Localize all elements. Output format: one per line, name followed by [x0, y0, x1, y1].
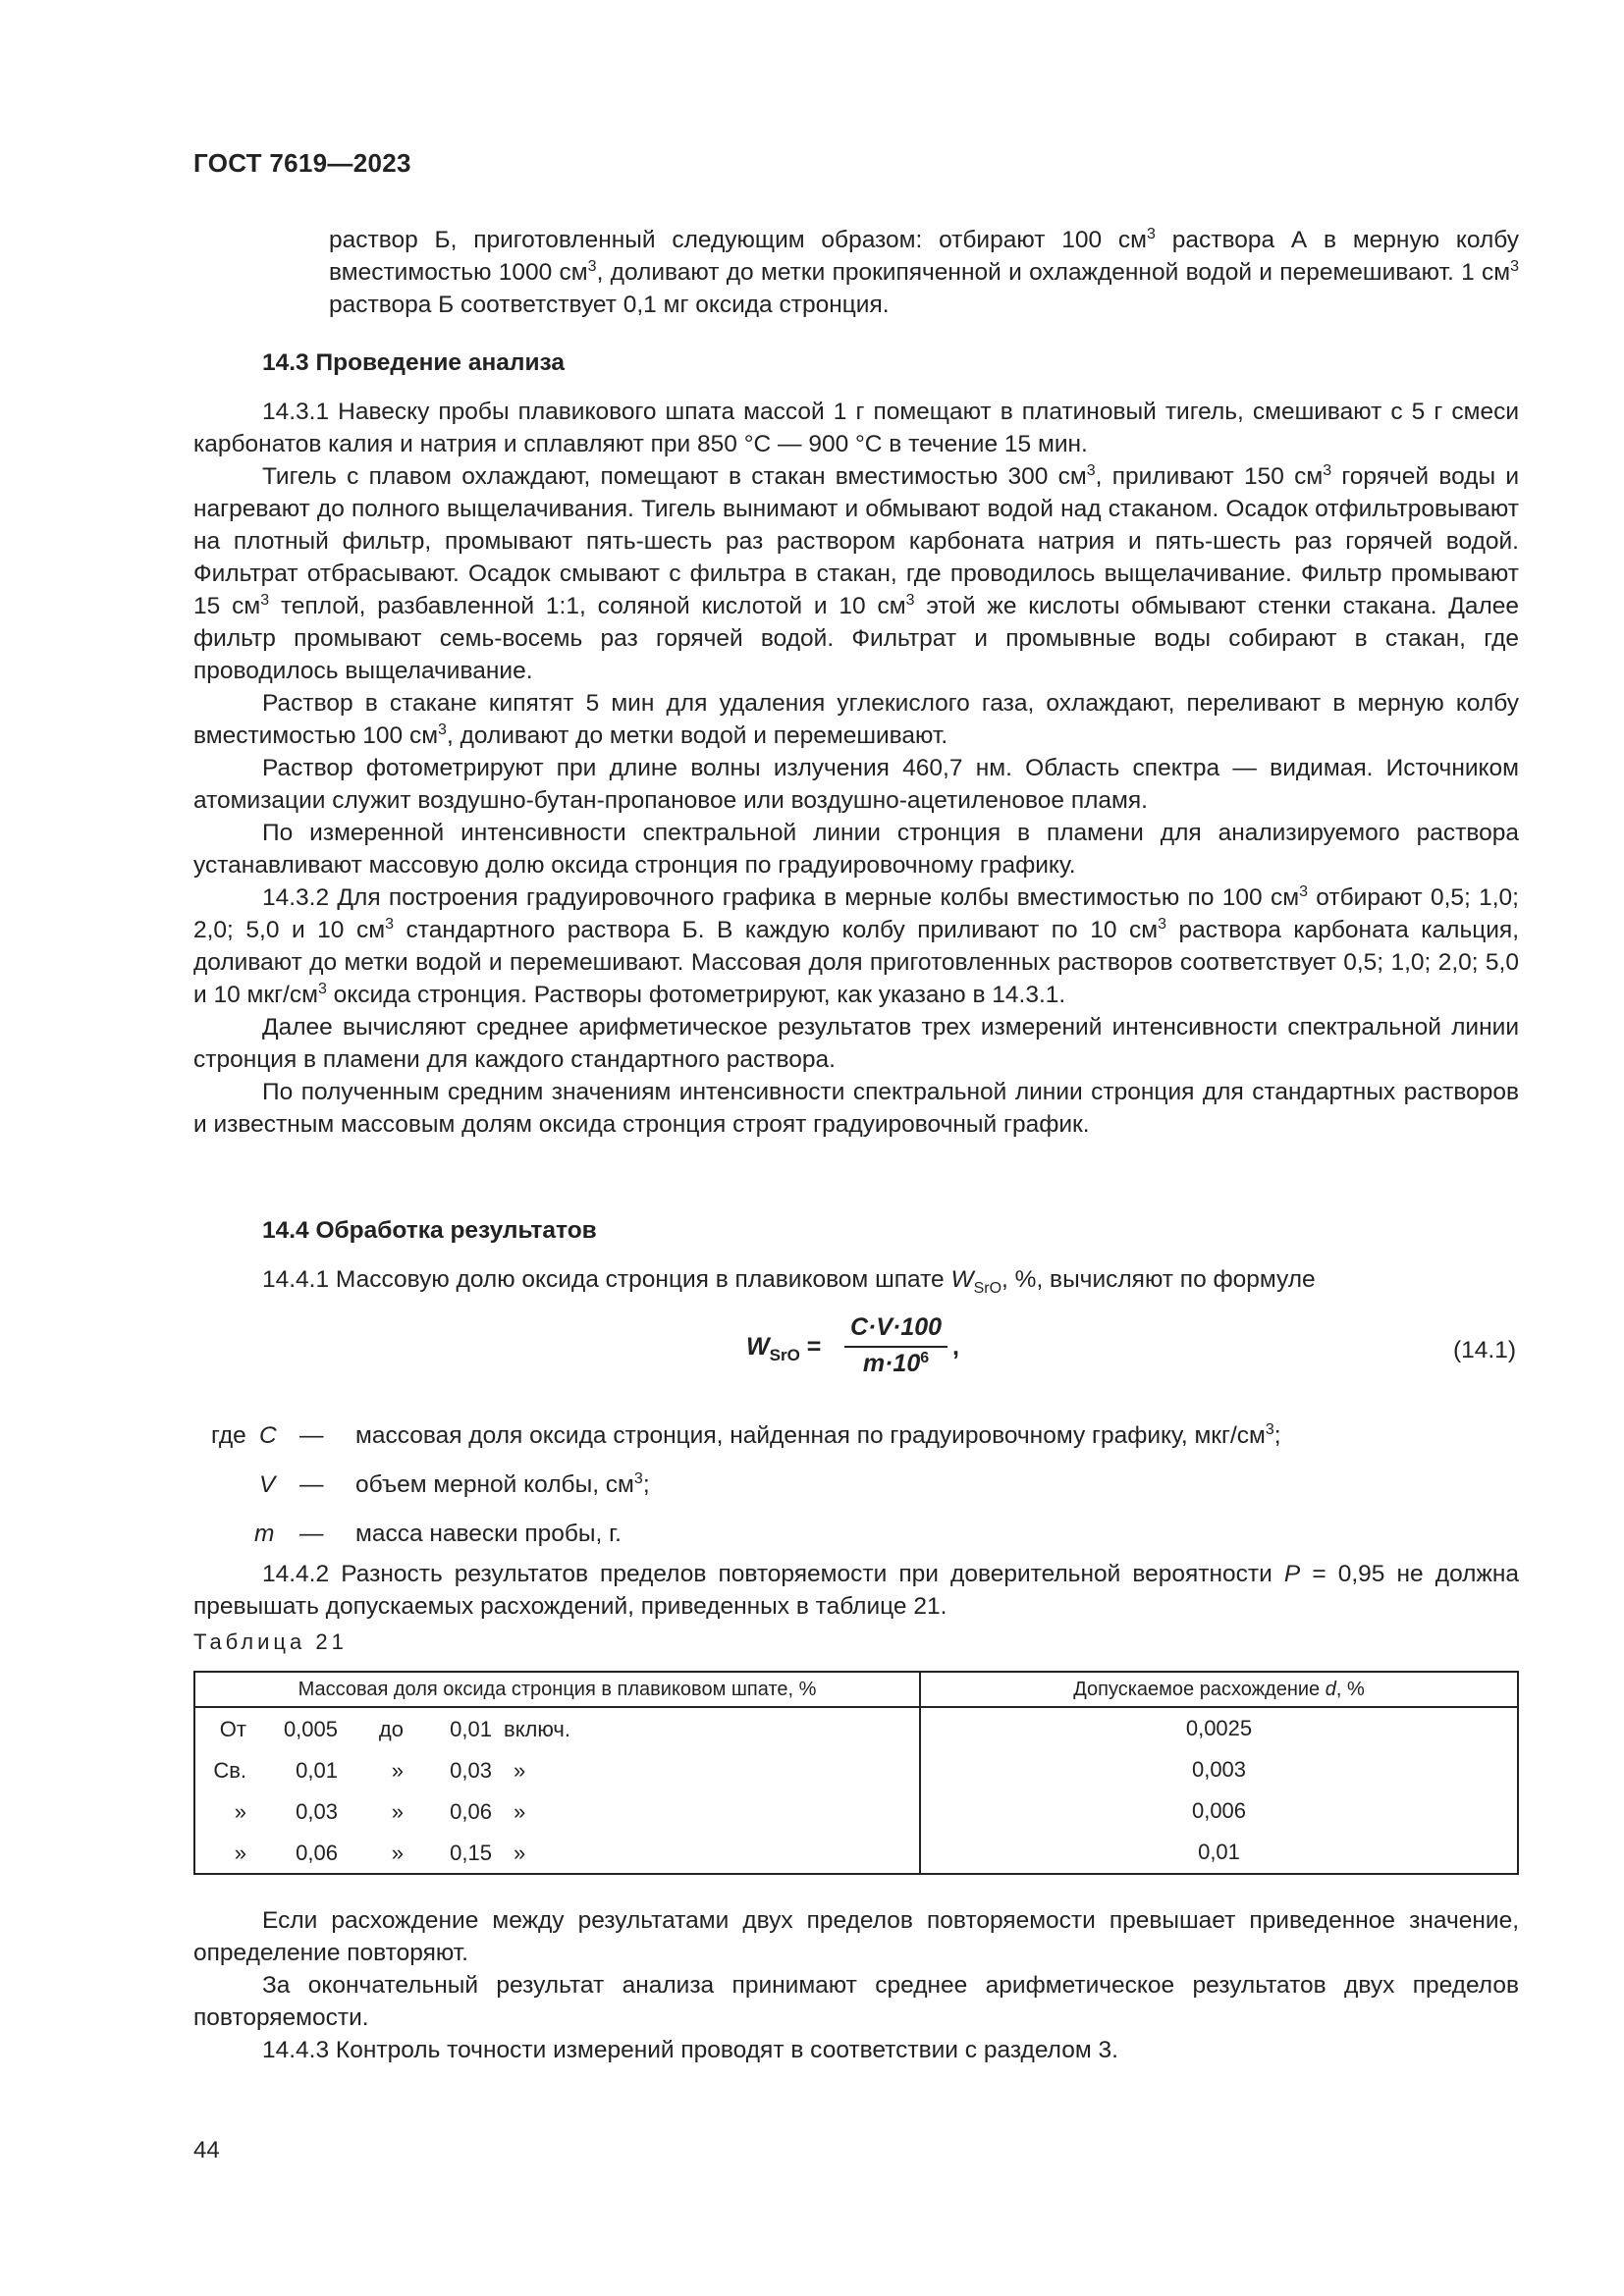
where-row-m: m — масса навески пробы, г.	[254, 1521, 622, 1547]
closing-paragraphs	[193, 1904, 1519, 2066]
paragraph: По полученным средним значениям интенсивности спектральной линии стронция для стандартных растворов и известным массовым долям оксида стронция строят градуировочный график.	[193, 1079, 1519, 1138]
table-row: От 0,005 до 0,01 включ. 0,0025	[194, 1707, 1518, 1749]
where-row-v: V — объем мерной колбы, $см^3$;	[259, 1470, 650, 1498]
paragraph: По измеренной интенсивности спектральной линии стронция в пламени для анализируемого раствора устанавливают массовую долю оксида стронция по градуировочному графику.	[193, 820, 1519, 879]
table-header-tolerance: Допускаемое расхождение d, %	[920, 1672, 1518, 1707]
section-14-4-intro: 14.4.1 Массовую долю оксида стронция в плавиковом шпате $W_{SrO}$, %, вычисляют по формуле	[262, 1266, 1316, 1297]
page-number: 44	[193, 2137, 220, 2163]
paragraph: Раствор фотометрируют при длине волны излучения 460,7 нм. Область спектра — видимая. Источником атомизации служит воздушно-бутан-пропановое или воздушно-ацетиленовое пламя.	[193, 755, 1519, 814]
section-14-3	[193, 349, 1519, 377]
formula-numerator: C·V·100	[849, 1313, 943, 1341]
where-row-c: где C — массовая доля оксида стронция, найденная по градуировочному графику, мкг/$см^3$;	[211, 1421, 1281, 1449]
table-row: Св. 0,01 » 0,03 » 0,003	[194, 1749, 1518, 1790]
section-heading: 14.3 Проведение анализа	[262, 349, 566, 376]
paragraph: Если расхождение между результатами двух пределов повторяемости превышает приведенное значение, определение повторяют.	[193, 1907, 1519, 1966]
formula-number: (14.1)	[1453, 1337, 1517, 1363]
paragraph: Раствор в стакане кипятят 5 мин для удаления углекислого газа, охлаждают, переливают в мерную колбу вместимостью 100 $см^3$, доливают до метки водой и перемешивают.	[193, 690, 1519, 749]
table-caption: Таблица 21	[193, 1629, 348, 1654]
paragraph: 14.3.1 Навеску пробы плавикового шпата массой 1 г помещают в платиновый тигель, смешивают с 5 г смеси карбонатов калия и натрия и сплавляют при 850 °С — 900 °С в течение 15 мин.	[193, 399, 1519, 457]
paragraph: Далее вычисляют среднее арифметическое результатов трех измерений интенсивности спектральной линии стронция в пламени для каждого стандартного раствора.	[193, 1014, 1519, 1073]
paragraph: Тигель с плавом охлаждают, помещают в стакан вместимостью 300 $см^3$, приливают 150 $см^3$ горячей воды и нагревают до полного выщелачивания. Тигель вынимают и обмывают водой над стаканом. Осадок отфильтровывают на плотный фильтр, промывают пять-шесть раз раствором карбоната натрия и пять-шесть раз горячей водой. Фильтрат отбрасывают. Осадок смывают с фильтра в стакан, где проводилось выщелачивание. Фильтр промывают 15 $см^3$ теплой, разбавленной 1:1, соляной кислотой и 10 $см^3$ этой же кислоты обмывают стенки стакана. Далее фильтр промывают семь-восемь раз горячей водой. Фильтрат и промывные воды собирают в стакан, где проводилось выщелачивание.	[193, 462, 1520, 684]
section-14-3-body	[193, 396, 1519, 1141]
table-row: » 0,06 » 0,15 » 0,01	[194, 1832, 1518, 1874]
intro-paragraph: раствор Б, приготовленный следующим образом: отбирают 100 $см^3$ раствора А в мерную колбу вместимостью 1000 $см^3$, доливают до метки прокипяченной и охлажденной водой и перемешивают. 1 $см^3$ раствора Б соответствует 0,1 мг оксида стронция.	[329, 226, 1520, 318]
formula-lhs: W	[746, 1333, 770, 1361]
paragraph: 14.4.3 Контроль точности измерений проводят в соответствии с разделом 3.	[262, 2037, 1118, 2063]
document-header: ГОСТ 7619—2023	[193, 148, 411, 178]
formula-14-1: $W_{SrO}$ = C·V·100 $m\cdot 10^6$ ,	[746, 1313, 959, 1377]
paragraph: 14.3.2 Для построения градуировочного графика в мерные колбы вместимостью по 100 $см^3$ отбирают 0,5; 1,0; 2,0; 5,0 и 10 $см^3$ стандартного раствора Б. В каждую колбу приливают по 10 $см^3$ раствора карбоната кальция, доливают до метки водой и перемешивают. Массовая доля приготовленных растворов соответствует 0,5; 1,0; 2,0; 5,0 и 10 мкг/$см^3$ оксида стронция. Растворы фотометрируют, как указано в 14.3.1.	[193, 883, 1520, 1008]
formula-denominator: $m\cdot 10^6$	[862, 1350, 930, 1377]
fraction-bar	[844, 1346, 947, 1348]
paragraph-14-4-2: 14.4.2 Разность результатов пределов повторяемости при доверительной вероятности P = 0,95 не должна превышать допускаемых расхождений, приведенных в таблице 21.	[193, 1561, 1519, 1620]
table-21	[193, 1671, 1519, 1875]
section-heading: 14.4 Обработка результатов	[262, 1217, 597, 1244]
section-14-4	[193, 1217, 1519, 1245]
table-row: » 0,03 » 0,06 » 0,006	[194, 1790, 1518, 1832]
paragraph: За окончательный результат анализа принимают среднее арифметическое результатов двух пределов повторяемости.	[193, 1972, 1519, 2031]
table-header-range: Массовая доля оксида стронция в плавиковом шпате, %	[194, 1672, 920, 1707]
